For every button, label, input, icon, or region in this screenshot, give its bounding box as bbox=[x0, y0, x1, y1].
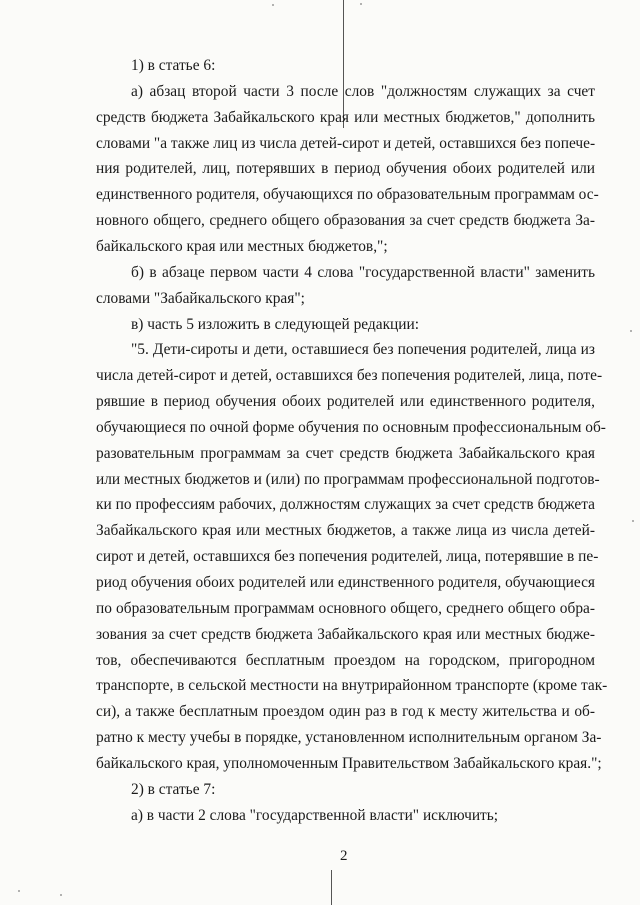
text-line: сирот и детей, оставшихся без попечения родителей, лица, потерявшие в пе- bbox=[96, 548, 599, 566]
text-line: 2) в статье 7: bbox=[131, 780, 216, 798]
text-line: по образовательным программам основного общего, среднего общего обра- bbox=[96, 599, 595, 617]
text-line: а) в части 2 слова "государственной власти" исключить; bbox=[131, 806, 499, 824]
text-line: б) в абзаце первом части 4 слова "государственной власти" заменить bbox=[131, 263, 595, 281]
text-line: новного общего, среднего общего образования за счет средств бюджета За- bbox=[96, 212, 595, 230]
text-line: зования за счет средств бюджета Забайкальского края или местных бюдже- bbox=[96, 625, 595, 643]
scan-speck bbox=[630, 330, 632, 332]
text-line: ратно к месту учебы в порядке, установленном исполнительным органом За- bbox=[96, 729, 602, 747]
text-line: "5. Дети-сироты и дети, оставшиеся без попечения родителей, лица из bbox=[131, 341, 595, 359]
text-line: транспорте, в сельской местности на внутрирайонном транспорте (кроме так- bbox=[96, 677, 608, 695]
text-line: а) абзац второй части 3 после слов "должностям служащих за счет bbox=[131, 82, 595, 100]
text-line: байкальского края или местных бюджетов,"; bbox=[96, 237, 388, 255]
text-line: разовательным программам за счет средств бюджета Забайкальского края bbox=[96, 444, 595, 462]
text-line: или местных бюджетов и (или) по программам профессиональной подготов- bbox=[96, 470, 600, 488]
text-line: рявшие в период обучения обоих родителей или единственного родителя, bbox=[96, 393, 595, 411]
scan-speck bbox=[632, 520, 634, 522]
scan-speck bbox=[18, 890, 20, 892]
text-line: риод обучения обоих родителей или единственного родителя, обучающиеся bbox=[96, 574, 595, 591]
scan-speck bbox=[60, 894, 62, 896]
scan-speck bbox=[272, 4, 274, 6]
text-line: Забайкальского края или местных бюджетов, а также лица из числа детей- bbox=[96, 522, 595, 540]
text-line: единственного родителя, обучающихся по образовательным программам ос- bbox=[96, 186, 599, 204]
text-line: средств бюджета Забайкальского края или местных бюджетов," дополнить bbox=[96, 108, 595, 126]
text-line: словами "а также лиц из числа детей-сирот и детей, оставшихся без попече- bbox=[96, 134, 596, 152]
scan-artifact-line-bottom bbox=[331, 870, 332, 905]
text-line: ки по профессиям рабочих, должностям служащих за счет средств бюджета bbox=[96, 496, 595, 514]
text-line: 1) в статье 6: bbox=[131, 57, 216, 74]
text-line: числа детей-сирот и детей, оставшихся без попечения родителей, лица, поте- bbox=[96, 367, 603, 385]
page-number: 2 bbox=[340, 848, 348, 864]
text-line: словами "Забайкальского края"; bbox=[96, 289, 305, 307]
text-line: байкальского края, уполномоченным Правительством Забайкальского края."; bbox=[96, 754, 602, 772]
scan-speck bbox=[360, 3, 362, 5]
text-line: обучающиеся по очной форме обучения по основным профессиональным об- bbox=[96, 418, 606, 436]
text-line: в) часть 5 изложить в следующей редакции: bbox=[131, 315, 420, 333]
text-line: си), а также бесплатным проездом один раз в год к месту жительства и об- bbox=[96, 703, 595, 721]
text-line: тов, обеспечиваются бесплатным проездом на городском, пригородном bbox=[96, 651, 595, 669]
text-line: ния родителей, лиц, потерявших в период обучения обоих родителей или bbox=[96, 160, 595, 178]
